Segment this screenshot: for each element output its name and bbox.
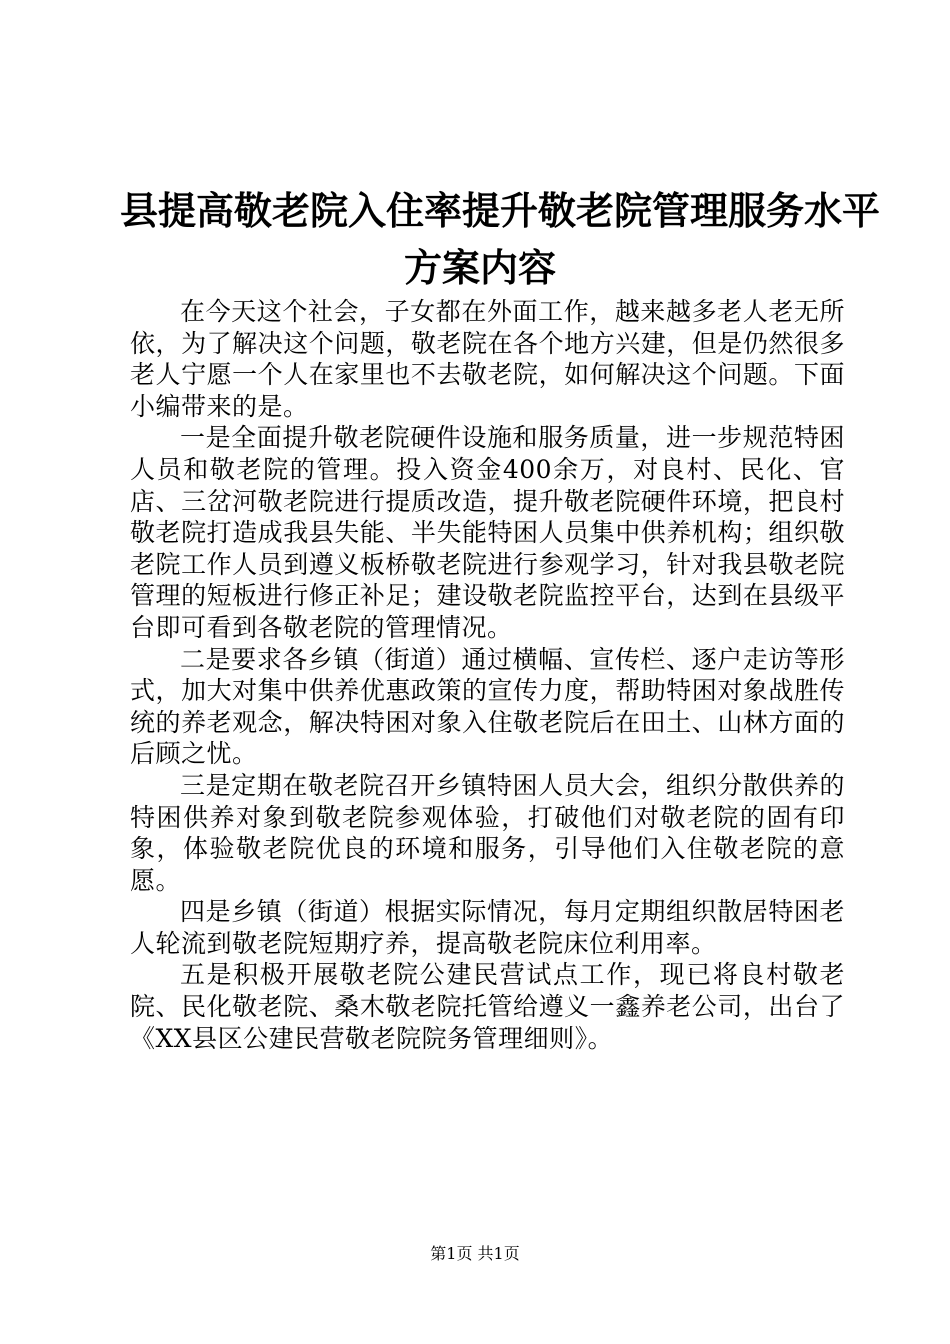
paragraph-item-4: 四是乡镇（街道）根据实际情况，每月定期组织散居特困老人轮流到敬老院短期疗养，提高敬老院床位利用率。 (130, 897, 845, 958)
paragraph-intro: 在今天这个社会，子女都在外面工作，越来越多老人老无所依，为了解决这个问题，敬老院在各个地方兴建，但是仍然很多老人宁愿一个人在家里也不去敬老院，如何解决这个问题。下面小编带来的是。 (130, 297, 845, 421)
page-number-footer: 第1页 共1页 (430, 1244, 520, 1263)
paragraph-item-2: 二是要求各乡镇（街道）通过横幅、宣传栏、逐户走访等形式，加大对集中供养优惠政策的宣传力度，帮助特困对象战胜传统的养老观念，解决特困对象入住敬老院后在田土、山林方面的后顾之忧。 (130, 644, 845, 769)
document-body (130, 296, 845, 1054)
paragraph-item-3: 三是定期在敬老院召开乡镇特困人员大会，组织分散供养的特困供养对象到敬老院参观体验，打破他们对敬老院的固有印象，体验敬老院优良的环境和服务，引导他们入住敬老院的意愿。 (130, 770, 845, 895)
paragraph-item-5: 五是积极开展敬老院公建民营试点工作，现已将良村敬老院、民化敬老院、桑木敬老院托管给遵义一鑫养老公司，出台了《XX县区公建民营敬老院院务管理细则》。 (130, 960, 845, 1053)
document-title-line1: 县提高敬老院入住率提升敬老院管理服务水平 (120, 188, 881, 233)
document-title-line2: 方案内容 (403, 245, 556, 290)
paragraph-item-1: 一是全面提升敬老院硬件设施和服务质量，进一步规范特困人员和敬老院的管理。投入资金400余万，对良村、民化、官店、三岔河敬老院进行提质改造，提升敬老院硬件环境，把良村敬老院打造成我县失能、半失能特困人员集中供养机构；组织敬老院工作人员到遵义板桥敬老院进行参观学习，针对我县敬老院管理的短板进行修正补足；建设敬老院监控平台，达到在县级平台即可看到各敬老院的管理情况。 (130, 423, 845, 642)
